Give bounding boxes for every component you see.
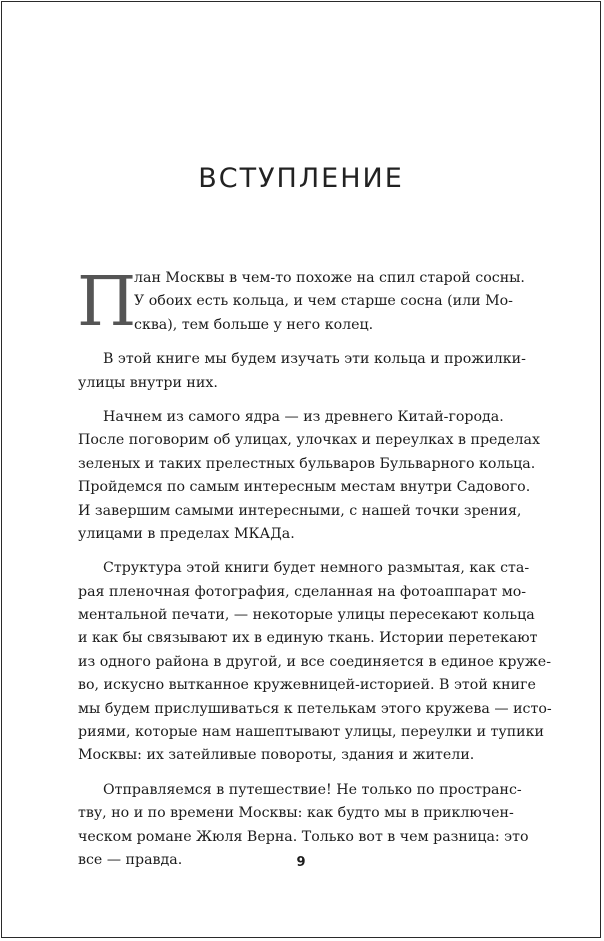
text-line: и как бы связывают их в единую ткань. Истории перетекают xyxy=(78,630,538,647)
text-line: Начнем из самого ядра — из древнего Китай-города. xyxy=(103,408,504,425)
text-line: ческом романе Жюля Верна. Только вот в чем разница: это xyxy=(78,828,529,845)
body-text xyxy=(77,263,552,872)
text-line: рая пленочная фотография, сделанная на фотоаппарат мо- xyxy=(78,583,527,600)
text-line: У обоих есть кольца, и чем старше сосна (или Мо- xyxy=(134,293,513,310)
text-line: все — правда. xyxy=(78,851,183,868)
text-line: ментальной печати, — некоторые улицы пересекают кольца xyxy=(78,607,535,624)
paragraph-4 xyxy=(78,557,552,768)
text-line: В этой книге мы будем изучать эти кольца и прожилки- xyxy=(103,351,526,368)
text-line: во, искусно вытканное кружевницей-историей. В этой книге xyxy=(78,677,536,694)
text-line: риями, которые нам нашептывают улицы, переулки и тупики xyxy=(78,724,544,741)
text-line: После поговорим об улицах, улочках и переулках в пределах xyxy=(78,432,541,449)
page-number: 9 xyxy=(296,855,306,870)
text-line: улицы внутри них. xyxy=(78,374,218,391)
text-line: Структура этой книги будет немного размытая, как ста- xyxy=(103,560,530,577)
text-line: зеленых и таких прелестных бульваров Бульварного кольца. xyxy=(78,455,536,472)
text-line: из одного района в другой, и все соединяется в единое круже- xyxy=(78,653,552,670)
text-line: И завершим самыми интересными, с нашей точки зрения, xyxy=(78,502,522,519)
paragraph-1 xyxy=(77,263,525,342)
text-line: Москвы: их затейливые повороты, здания и жители. xyxy=(78,747,475,764)
drop-cap-letter: П xyxy=(77,263,137,342)
text-line: тву, но и по времени Москвы: как будто мы в приключен- xyxy=(78,805,514,822)
book-page xyxy=(1,1,601,938)
text-line: улицами в пределах МКАДа. xyxy=(78,525,295,542)
paragraph-3 xyxy=(78,406,541,546)
text-line: лан Москвы в чем-то похоже на спил старой сосны. xyxy=(134,270,525,286)
text-line: Отправляемся в путешествие! Не только по пространс- xyxy=(103,781,522,798)
text-line: Пройдемся по самым интересным местам внутри Садового. xyxy=(78,479,531,496)
text-line: сква), тем больше у него колец. xyxy=(134,316,374,333)
paragraph-2 xyxy=(78,348,526,395)
text-line: мы будем прислушиваться к петелькам этого кружева — исто- xyxy=(78,700,552,717)
chapter-title: ВСТУПЛЕНИЕ xyxy=(198,163,404,195)
